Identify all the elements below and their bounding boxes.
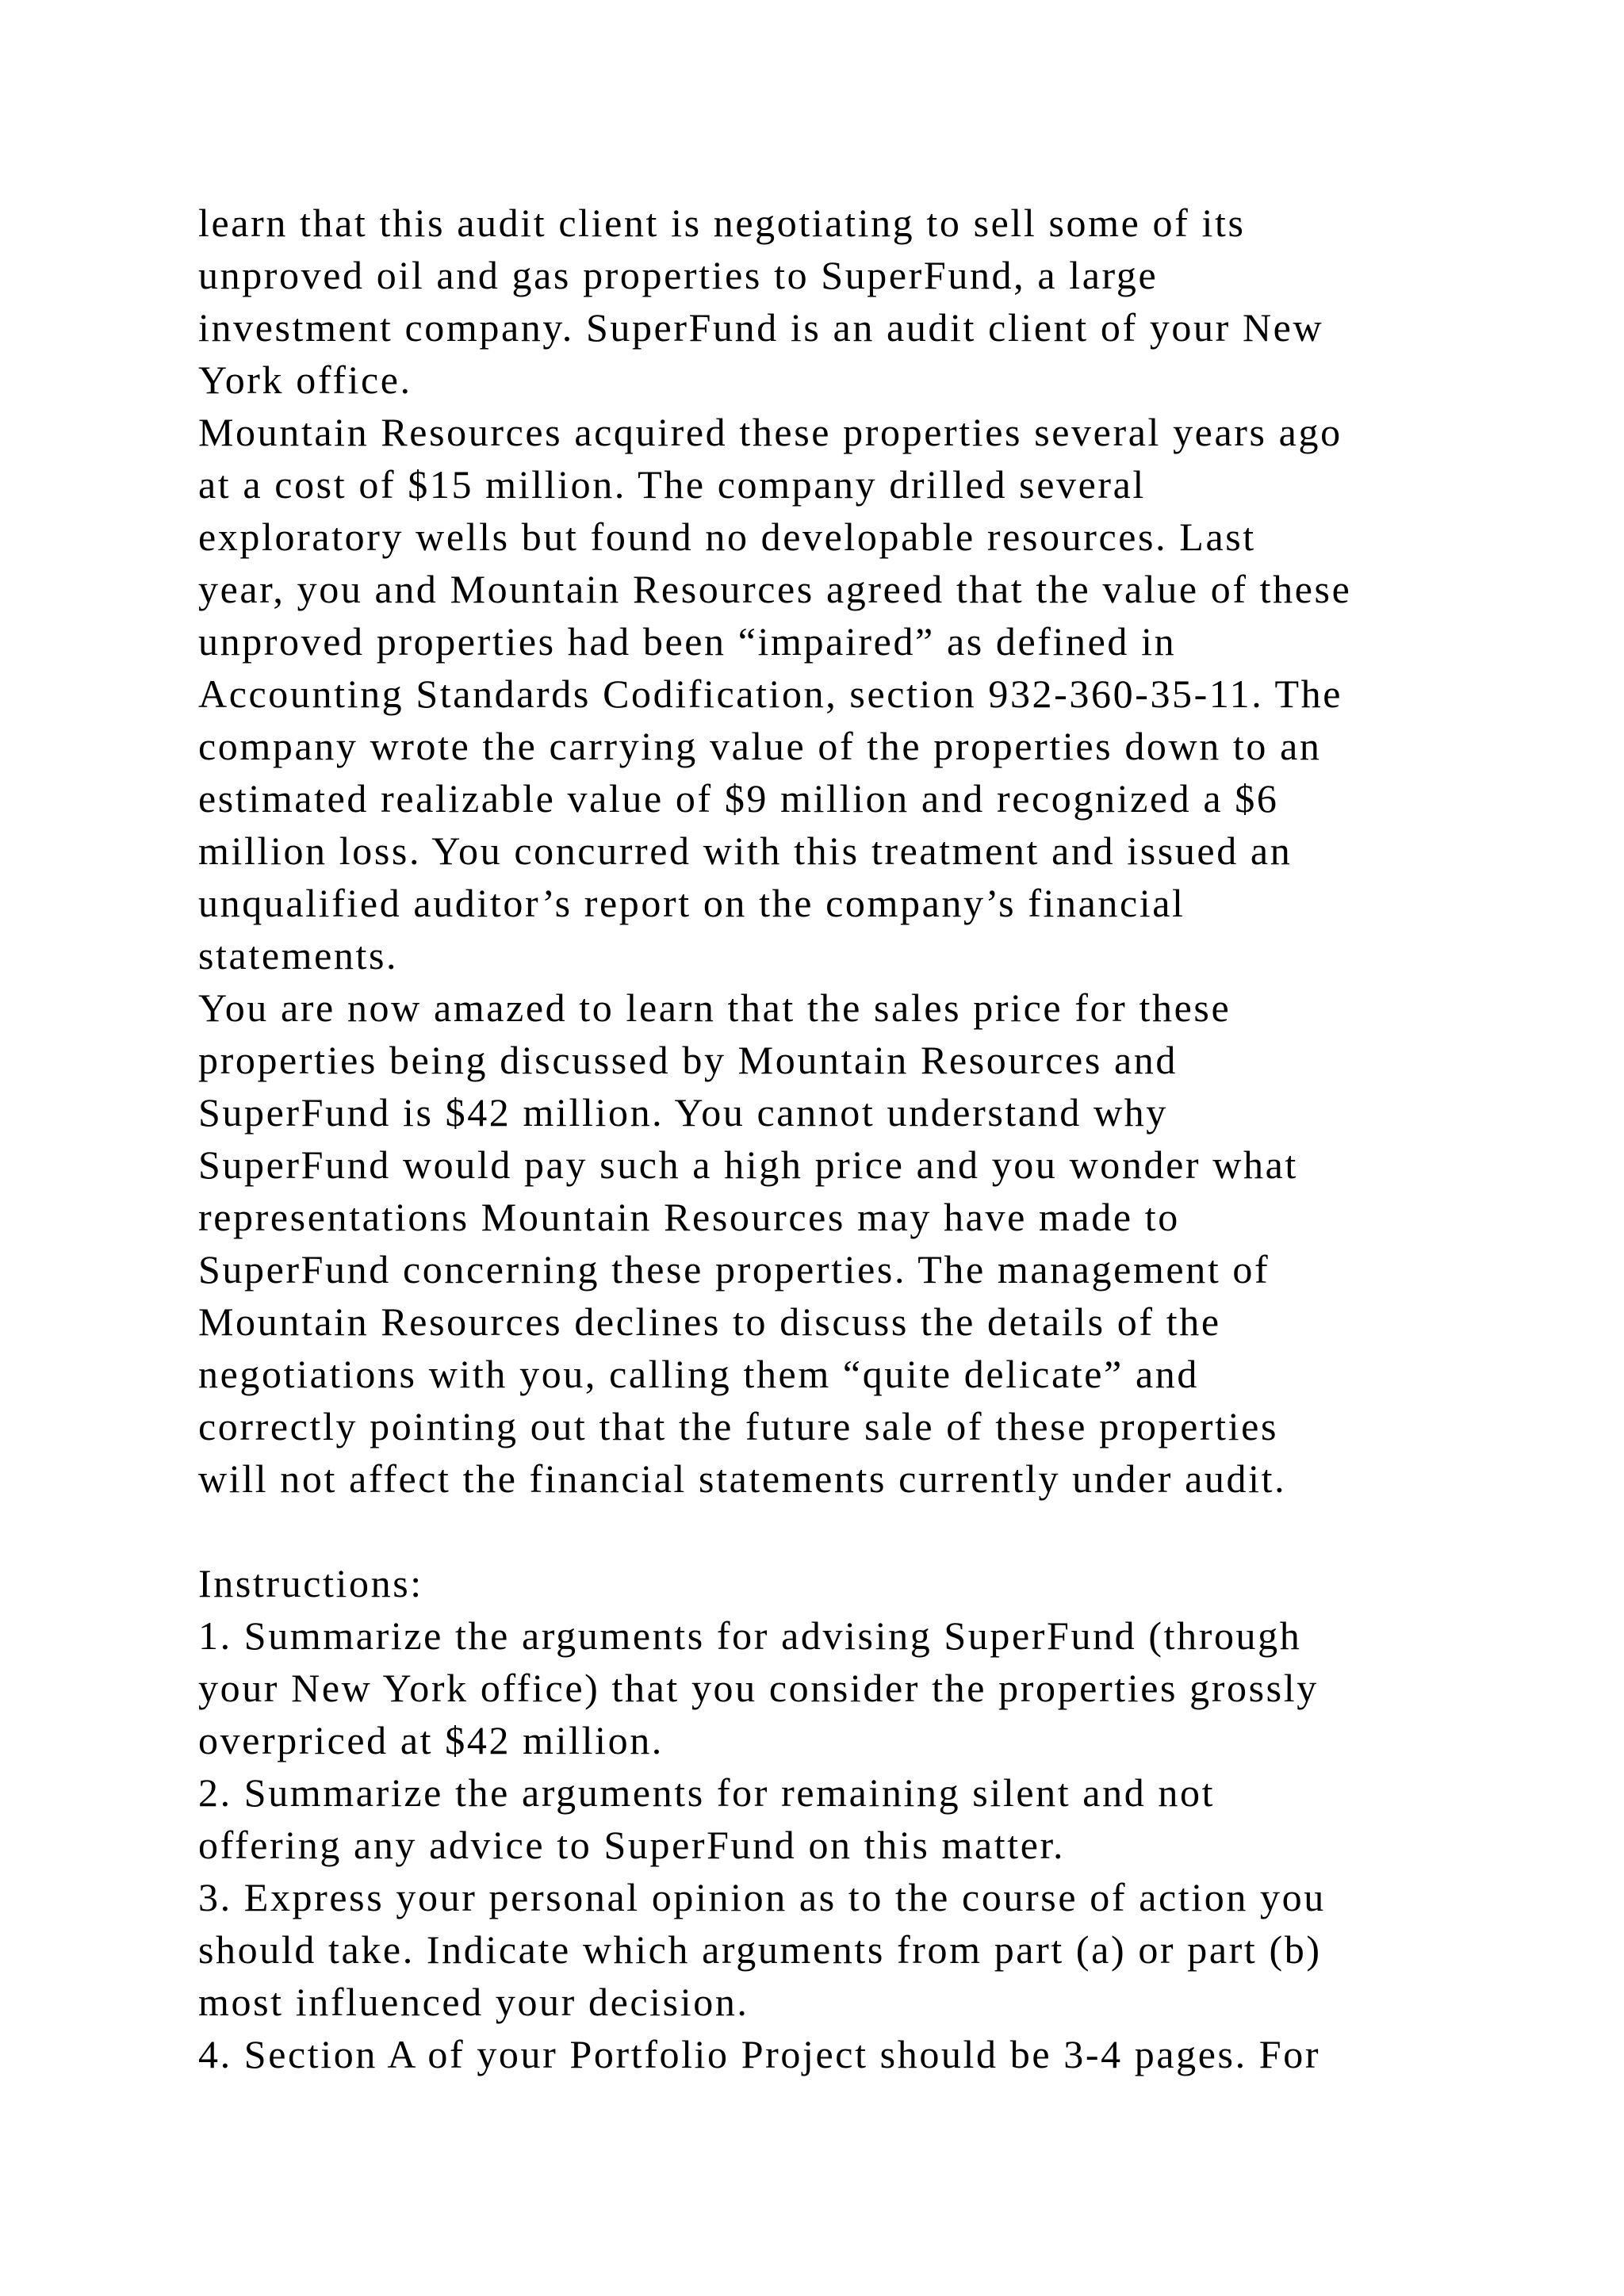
text-line: year, you and Mountain Resources agreed that the value of these xyxy=(198,567,1352,611)
text-line: correctly pointing out that the future sale of these properties xyxy=(198,1404,1279,1448)
instructions-heading: Instructions: xyxy=(198,1561,423,1605)
instruction-line: most influenced your decision. xyxy=(198,1980,749,2024)
document-body xyxy=(198,197,1507,2080)
text-line: You are now amazed to learn that the sales price for these xyxy=(198,985,1231,1030)
instruction-line: your New York office) that you consider the properties grossly xyxy=(198,1666,1319,1710)
text-line: unproved oil and gas properties to SuperFund, a large xyxy=(198,253,1159,297)
instruction-line: 2. Summarize the arguments for remaining silent and not xyxy=(198,1770,1216,1815)
text-line: investment company. SuperFund is an audit client of your New xyxy=(198,305,1324,350)
text-line: estimated realizable value of $9 million and recognized a $6 xyxy=(198,776,1279,821)
text-line: representations Mountain Resources may have made to xyxy=(198,1195,1180,1239)
text-line: York office. xyxy=(198,358,412,402)
text-line: exploratory wells but found no developable resources. Last xyxy=(198,515,1256,559)
instruction-line: offering any advice to SuperFund on this matter. xyxy=(198,1823,1066,1867)
text-line: company wrote the carrying value of the properties down to an xyxy=(198,724,1322,768)
text-line: Mountain Resources acquired these properties several years ago xyxy=(198,410,1342,454)
text-line: negotiations with you, calling them “quite delicate” and xyxy=(198,1352,1199,1396)
text-line: statements. xyxy=(198,933,399,978)
paragraph-gap xyxy=(198,1505,1507,1557)
text-line: will not affect the financial statements currently under audit. xyxy=(198,1456,1287,1501)
text-line: SuperFund would pay such a high price and you wonder what xyxy=(198,1142,1298,1187)
text-line: unqualified auditor’s report on the company’s financial xyxy=(198,881,1185,925)
instruction-line: overpriced at $42 million. xyxy=(198,1718,664,1762)
text-line: at a cost of $15 million. The company drilled several xyxy=(198,462,1146,507)
text-line: learn that this audit client is negotiating to sell some of its xyxy=(198,201,1246,245)
instruction-line: 3. Express your personal opinion as to the course of action you xyxy=(198,1875,1326,1919)
text-line: Mountain Resources declines to discuss the details of the xyxy=(198,1299,1221,1344)
instruction-line: 4. Section A of your Portfolio Project should be 3-4 pages. For xyxy=(198,2032,1321,2076)
text-line: SuperFund is $42 million. You cannot understand why xyxy=(198,1090,1168,1135)
text-line: unproved properties had been “impaired” as defined in xyxy=(198,619,1177,664)
instruction-line: should take. Indicate which arguments from part (a) or part (b) xyxy=(198,1927,1322,1972)
text-line: Accounting Standards Codification, section 932-360-35-11. The xyxy=(198,672,1343,716)
text-line: SuperFund concerning these properties. The management of xyxy=(198,1247,1270,1292)
instruction-line: 1. Summarize the arguments for advising SuperFund (through xyxy=(198,1613,1302,1658)
text-line: million loss. You concurred with this treatment and issued an xyxy=(198,828,1293,873)
text-line: properties being discussed by Mountain Resources and xyxy=(198,1038,1178,1082)
